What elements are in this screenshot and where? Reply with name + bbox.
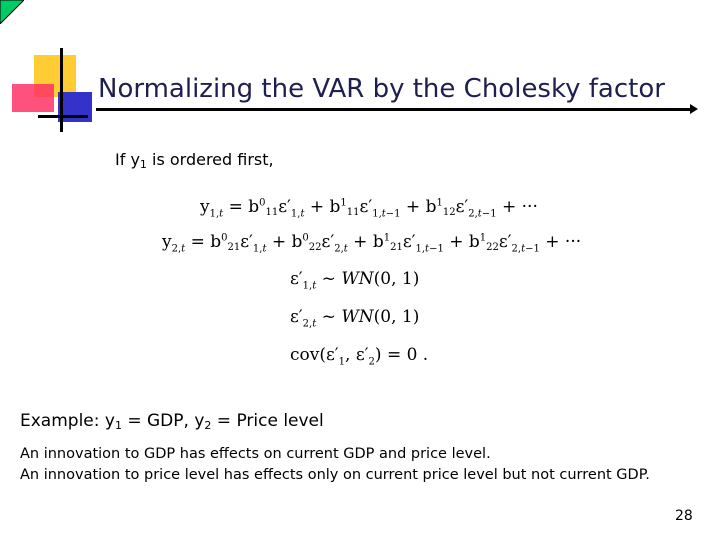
equation-cov: $cov(\varepsilon'_1$, $\varepsilon'_2) = 0$ . <box>290 345 429 368</box>
page-number: 28 <box>675 508 693 524</box>
equation-eps1: $\varepsilon'_{1,t}$ ~ WN(0, 1) <box>290 269 420 292</box>
intro-text: If y1 is ordered first, <box>115 150 274 171</box>
example-text: Example: y1 = GDP, y2 = Price level <box>20 411 324 432</box>
note-price-level: An innovation to price level has effects only on current price level but not current GDP. <box>20 467 650 483</box>
underline-arrowhead <box>690 104 698 114</box>
equation-y1: $y_{1,t} = b^0_{11}\varepsilon'_{1,t} + b^1_{11}\varepsilon'_{1,t-1} + b^1_{12}\varepsilon'_{2,t-1}$ + ··· <box>200 197 538 220</box>
title-underline <box>96 108 694 111</box>
corner-triangle-icon <box>0 0 24 24</box>
note-gdp: An innovation to GDP has effects on current GDP and price level. <box>20 446 491 462</box>
equation-block <box>160 185 582 370</box>
equation-eps2: $\varepsilon'_{2,t}$ ~ WN(0, 1) <box>290 307 420 330</box>
equation-y2: $y_{2,t} = b^0_{21}\varepsilon'_{1,t} + b^0_{22}\varepsilon'_{2,t} + b^1_{21}\varepsilon'_{1,t-1} + b^1_{22}\varepsilon'_{2,t-1}$ + ··· <box>162 232 582 255</box>
slide-title: Normalizing the VAR by the Cholesky factor <box>98 74 665 104</box>
